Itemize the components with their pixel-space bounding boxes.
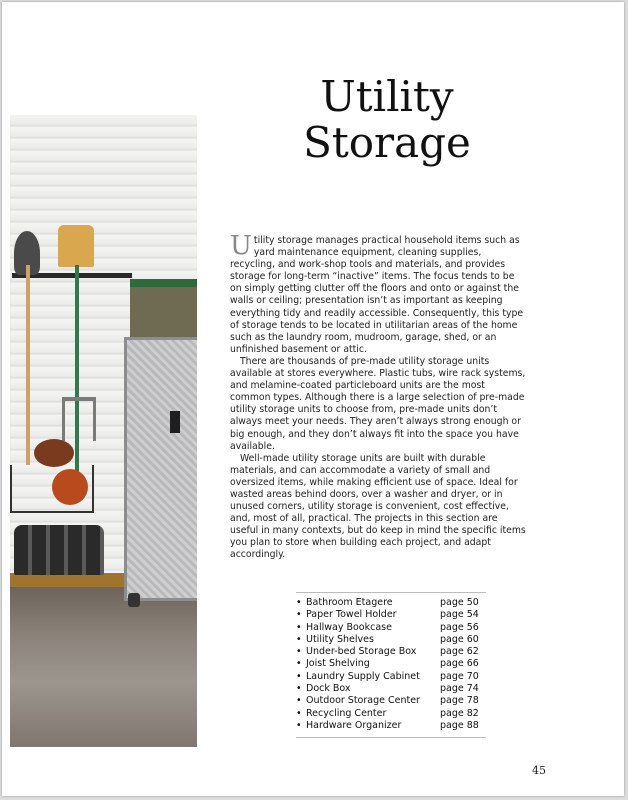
- project-page: page 62: [440, 646, 479, 658]
- cabinet-handle: [170, 411, 180, 433]
- paragraph-2: There are thousands of pre-made utility storage units available at stores everywhere. Plastic tubs, wire rack systems, and melamine-coated particleboard units are the most common types. Although there is a large selection of pre-made utility storage units to choose from, pre-made units don’t always meet your needs. They aren’t always strong enough or big enough, and they don’t always fit into the space you have available.: [230, 355, 526, 452]
- project-page: page 50: [440, 597, 479, 608]
- list-item: [296, 658, 486, 670]
- list-item: [296, 683, 486, 695]
- shovel-handle: [26, 265, 30, 465]
- body-text: [230, 231, 528, 562]
- wire-basket: [10, 465, 94, 513]
- list-item: [296, 708, 486, 720]
- project-name: Utility Shelves: [306, 633, 374, 645]
- project-page: page 66: [440, 658, 479, 670]
- football: [34, 439, 74, 467]
- project-page: page 74: [440, 683, 479, 695]
- project-page: page 82: [440, 707, 479, 719]
- title-line-1: Utility: [320, 72, 454, 121]
- bullet: •: [296, 683, 302, 695]
- drop-cap: U: [230, 231, 252, 261]
- project-page: page 78: [440, 695, 479, 707]
- bullet: •: [296, 658, 302, 670]
- bullet: •: [296, 609, 302, 621]
- project-page: page 88: [440, 719, 479, 731]
- project-name: Dock Box: [306, 683, 351, 695]
- project-name: Recycling Center: [306, 707, 387, 719]
- list-item: [296, 720, 486, 732]
- metal-cabinet: [124, 337, 197, 601]
- list-item: [296, 622, 486, 634]
- book-page: [2, 2, 624, 796]
- bullet: •: [296, 707, 302, 719]
- paragraph-1-text: tility storage manages practical household items such as yard maintenance equipment, cleaning supplies, recycling, and work-shop tools and materials, and provides storage for long-term “inactive” items. The focus tends to be on simply getting clutter off the floors and onto or against the walls or ceiling; presentation isn’t as important as keeping everything tidy and readily accessible. Consequently, this type of storage tends to be located in utilitarian areas of the home such as the laundry room, mudroom, garage, shed, or an unfinished basement or attic.: [230, 235, 524, 355]
- project-name: Under-bed Storage Box: [306, 646, 417, 658]
- storage-tub: [130, 279, 197, 343]
- project-name: Hallway Bookcase: [306, 621, 392, 633]
- paragraph-1: [230, 231, 528, 356]
- cabinet-foot: [128, 593, 140, 607]
- project-page: page 60: [440, 633, 479, 645]
- project-name: Laundry Supply Cabinet: [306, 670, 420, 682]
- baseboard: [10, 573, 130, 587]
- shoe-rack: [14, 525, 104, 575]
- bullet: •: [296, 695, 302, 707]
- broom-handle: [75, 265, 79, 475]
- bullet: •: [296, 597, 302, 608]
- broom: [58, 225, 94, 267]
- page-title: [292, 74, 482, 166]
- project-page: page 70: [440, 670, 479, 682]
- garage-storage-photo: [10, 115, 197, 747]
- list-item: [296, 597, 486, 609]
- project-name: Joist Shelving: [306, 658, 370, 670]
- project-list: [296, 592, 486, 738]
- floor: [10, 585, 197, 747]
- page-number: 45: [532, 764, 546, 777]
- title-line-2: Storage: [303, 118, 471, 167]
- bullet: •: [296, 621, 302, 633]
- project-name: Outdoor Storage Center: [306, 695, 420, 707]
- bullet: •: [296, 646, 302, 658]
- bullet: •: [296, 670, 302, 682]
- garden-fork: [62, 397, 96, 441]
- list-item: [296, 609, 486, 621]
- bullet: •: [296, 719, 302, 731]
- list-item: [296, 634, 486, 646]
- list-item: [296, 695, 486, 707]
- project-name: Hardware Organizer: [306, 719, 402, 731]
- list-item: [296, 671, 486, 683]
- project-page: page 54: [440, 609, 479, 621]
- project-page: page 56: [440, 621, 479, 633]
- list-item: [296, 646, 486, 658]
- project-name: Bathroom Etagere: [306, 597, 393, 608]
- paragraph-3: Well-made utility storage units are built with durable materials, and can accommodate a variety of small and oversized items, while making efficient use of space. Ideal for wasted areas behind doors, over a washer and dryer, or in unused corners, utility storage is convenient, cost effective, and, most of all, practical. The projects in this section are useful in many contexts, but do keep in mind the specific items you plan to store when building each project, and adapt accordingly.: [230, 452, 526, 561]
- bullet: •: [296, 633, 302, 645]
- project-name: Paper Towel Holder: [306, 609, 397, 621]
